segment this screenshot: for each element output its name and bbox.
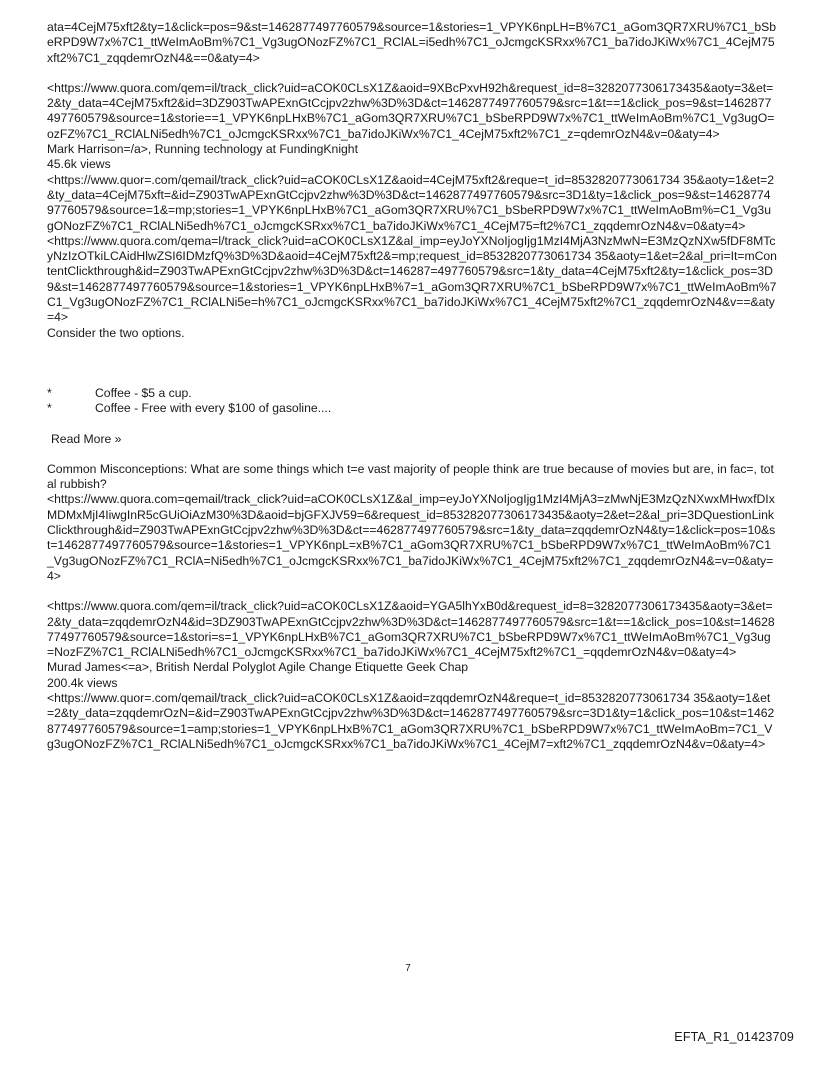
views-count-1: 45.6k views bbox=[47, 157, 111, 172]
bullet-marker: * bbox=[47, 385, 52, 400]
tracking-link-1: <https://www.quora.com/qem=il/track_click?uid=aCOK0CLsX1Z&aoid=9XBcPxvH92h&request_id=8=3282077306173435&aoty=3&et=2&ty_data=4CejM75xft2&id=3DZ903TwAPExnGtCcjpv2zhw%3D%3D&ct=1462877497760579&src=1&t==1&click_pos=9&st=1462877497760579&source=1&storie==1_VPYK6npLHxB%7C1_aGom3QR7XRU%7C1_bSbeRPD9W7x%7C1_ttWeImAoBm%7C1_Vg3ugO=ozFZ%7C1_RClALNi5edh%7C1_oJcmgcKSRxx%7C1_ba7idoJKiWx%7C1_4CejM75xft2%7C1_z=qdemrOzN4&v=0&aty=4> bbox=[47, 80, 775, 141]
list-item bbox=[47, 401, 777, 416]
spacer bbox=[47, 417, 777, 432]
tracking-link-6: <https://www.quor=.com/qemail/track_click?uid=aCOK0CLsX1Z&aoid=zqqdemrOzN4&reque=t_id=8532820773061734 35&aoty=1&et=2&ty_data=zqqdemrOzN=&id=Z903TwAPExnGtCcjpv2zhw%3D%3D&ct=1462877497760579&src=3D1&ty=1&click_pos=10&st=1462877497760579&source=1=amp;stories=1_VPYK6npLHxB%7C1_aGom3QR7XRU%7C1_bSbeRPD9W7x%7C1_ttWeImAoBm=7C1_Vg3ugONozFZ%7C1_RClALNi5edh%7C1_oJcmgcKSRxx%7C1_ba7idoJKiWx%7C1_4CejM7=xft2%7C1_zqqdemrOzN4&v=0&aty=4> bbox=[47, 690, 775, 751]
tracking-link-4: <https://www.quora.com=qemail/track_click?uid=aCOK0CLsX1Z&al_imp=eyJoYXNoIjogIjg1MzI4MjA3=zMwNjE3MzQzNXwxMHwxfDIxMDMxMjI4IiwgInR5cGUiOiAzM30%3D&aoid=bjGFXJV59=6&request_id=853282077306173435&aoty=2&et=2&al_pri=3DQuestionLinkClickthrough&id=Z903TwAPExnGtCcjpv2zhw%3D%3D&ct==462877497760579&src=1&ty_data=zqqdemrOzN4&ty=1&click=pos=10&st=1462877497760579&source=1&stories=1_VPYK6npL=xB%7C1_aGom3QR7XRU%7C1_bSbeRPD9W7x%7C1_ttWeImAoBm%7C1_Vg3ugONozFZ%7C1_RClA=Ni5edh%7C1_oJcmgcKSRxx%7C1_ba7idoJKiWx%7C1_4CejM75xft2%7C1_zqqdemrOzN4&=v=0&aty=4> bbox=[47, 492, 776, 583]
bullet-text: Coffee - $5 a cup. bbox=[95, 385, 192, 400]
tracking-link-2: <https://www.quor=.com/qemail/track_click?uid=aCOK0CLsX1Z&aoid=4CejM75xft2&reque=t_id=8532820773061734 35&aoty=1&et=2&ty_data=4CejM75xft=&id=Z903TwAPExnGtCcjpv2zhw%3D%3D&ct=1462877497760579&src=3D1&ty=1&click_pos=9&st=1462877497760579&source=1&=mp;stories=1_VPYK6npLHxB%7C1_aGom3QR7XRU%7C1_bSbeRPD9W7x%7C1_ttWeImAoBm%=C1_Vg3ugONozFZ%7C1_RClALNi5edh%7C1_oJcmgcKSRxx%7C1_ba7idoJKiWx%7C1_4CejM75=ft2%7C1_zqqdemrOzN4&v=0&aty=4> bbox=[47, 172, 774, 233]
document-id: EFTA_R1_01423709 bbox=[674, 1030, 794, 1044]
spacer bbox=[47, 66, 777, 81]
spacer bbox=[47, 447, 777, 462]
intro-link-fragment: ata=4CejM75xft2&ty=1&click=pos=9&st=1462877497760579&source=1&stories=1_VPYK6npLH=B%7C1_aGom3QR7XRU%7C1_bSbeRPD9W7x%7C1_ttWeImAoBm%7C1_Vg3ugONozFZ%7C1_RClAL=i5edh%7C1_oJcmgcKSRxx%7C1_ba7idoJKiWx%7C1_4CejM75xft2%7C1_zqqdemrOzN4&==0&aty=4> bbox=[47, 20, 777, 65]
bullet-marker: * bbox=[47, 401, 52, 416]
spacer bbox=[47, 341, 777, 386]
consider-text: Consider the two options. bbox=[47, 325, 185, 340]
views-count-2: 200.4k views bbox=[47, 675, 118, 690]
document-page bbox=[47, 20, 777, 752]
bullet-text: Coffee - Free with every $100 of gasoline.... bbox=[95, 401, 332, 416]
question-title: Common Misconceptions: What are some things which t=e vast majority of people think are true because of movies but are, in fac=, total rubbish? bbox=[47, 461, 774, 492]
page-number: 7 bbox=[405, 963, 411, 974]
author-line-2: Murad James<=a>, British Nerdal Polyglot Agile Change Etiquette Geek Chap bbox=[47, 660, 469, 675]
tracking-link-5: <https://www.quora.com/qem=il/track_click?uid=aCOK0CLsX1Z&aoid=YGA5lhYxB0d&request_id=8=3282077306173435&aoty=3&et=2&ty_data=zqqdemrOzN4&id=3DZ903TwAPExnGtCcjpv2zhw%3D%3D&ct=1462877497760579&src=1&t==1&click_pos=10&st=1462877497760579&source=1&stori=s=1_VPYK6npLHxB%7C1_aGom3QR7XRU%7C1_bSbeRPD9W7x%7C1_ttWeImAoBm%7C1_Vg3ug=NozFZ%7C1_RClALNi5edh%7C1_oJcmgcKSRxx%7C1_ba7idoJKiWx%7C1_4CejM75xft2%7C1_=qqdemrOzN4&v=0&aty=4> bbox=[47, 599, 775, 660]
list-item bbox=[47, 386, 777, 401]
read-more-link[interactable]: Read More » bbox=[51, 431, 122, 446]
tracking-link-3: <https://www.quora.com/qema=l/track_click?uid=aCOK0CLsX1Z&al_imp=eyJoYXNoIjogIjg1MzI4MjA3NzMwN=E3MzQzNXw5fDF8MTcyNzIzOTkiLCAidHlwZSI6IDMzfQ%3D%3D&aoid=4CejM75xft2&=mp;request_id=8532820773061734 35&aoty=1&et=2&al_pri=It=mContentClickthrough&id=Z903TwAPExnGtCcjpv2zhw%3D%3D&ct=146287=497760579&src=1&ty_data=4CejM75xft2&ty=1&click_pos=3D9&st=1462877497760579&source=1&stories=1_VPYK6npLHxB%7=1_aGom3QR7XRU%7C1_bSbeRPD9W7x%7C1_ttWeImAoBm%7C1_Vg3ugONozFZ%7C1_RClALNi5e=h%7C1_oJcmgcKSRxx%7C1_ba7idoJKiWx%7C1_4CejM75xft2%7C1_zqqdemrOzN4&v==&aty=4> bbox=[47, 233, 777, 325]
bullet-list bbox=[47, 386, 777, 417]
author-line-1: Mark Harrison=/a>, Running technology at FundingKnight bbox=[47, 142, 358, 157]
spacer bbox=[47, 584, 777, 599]
